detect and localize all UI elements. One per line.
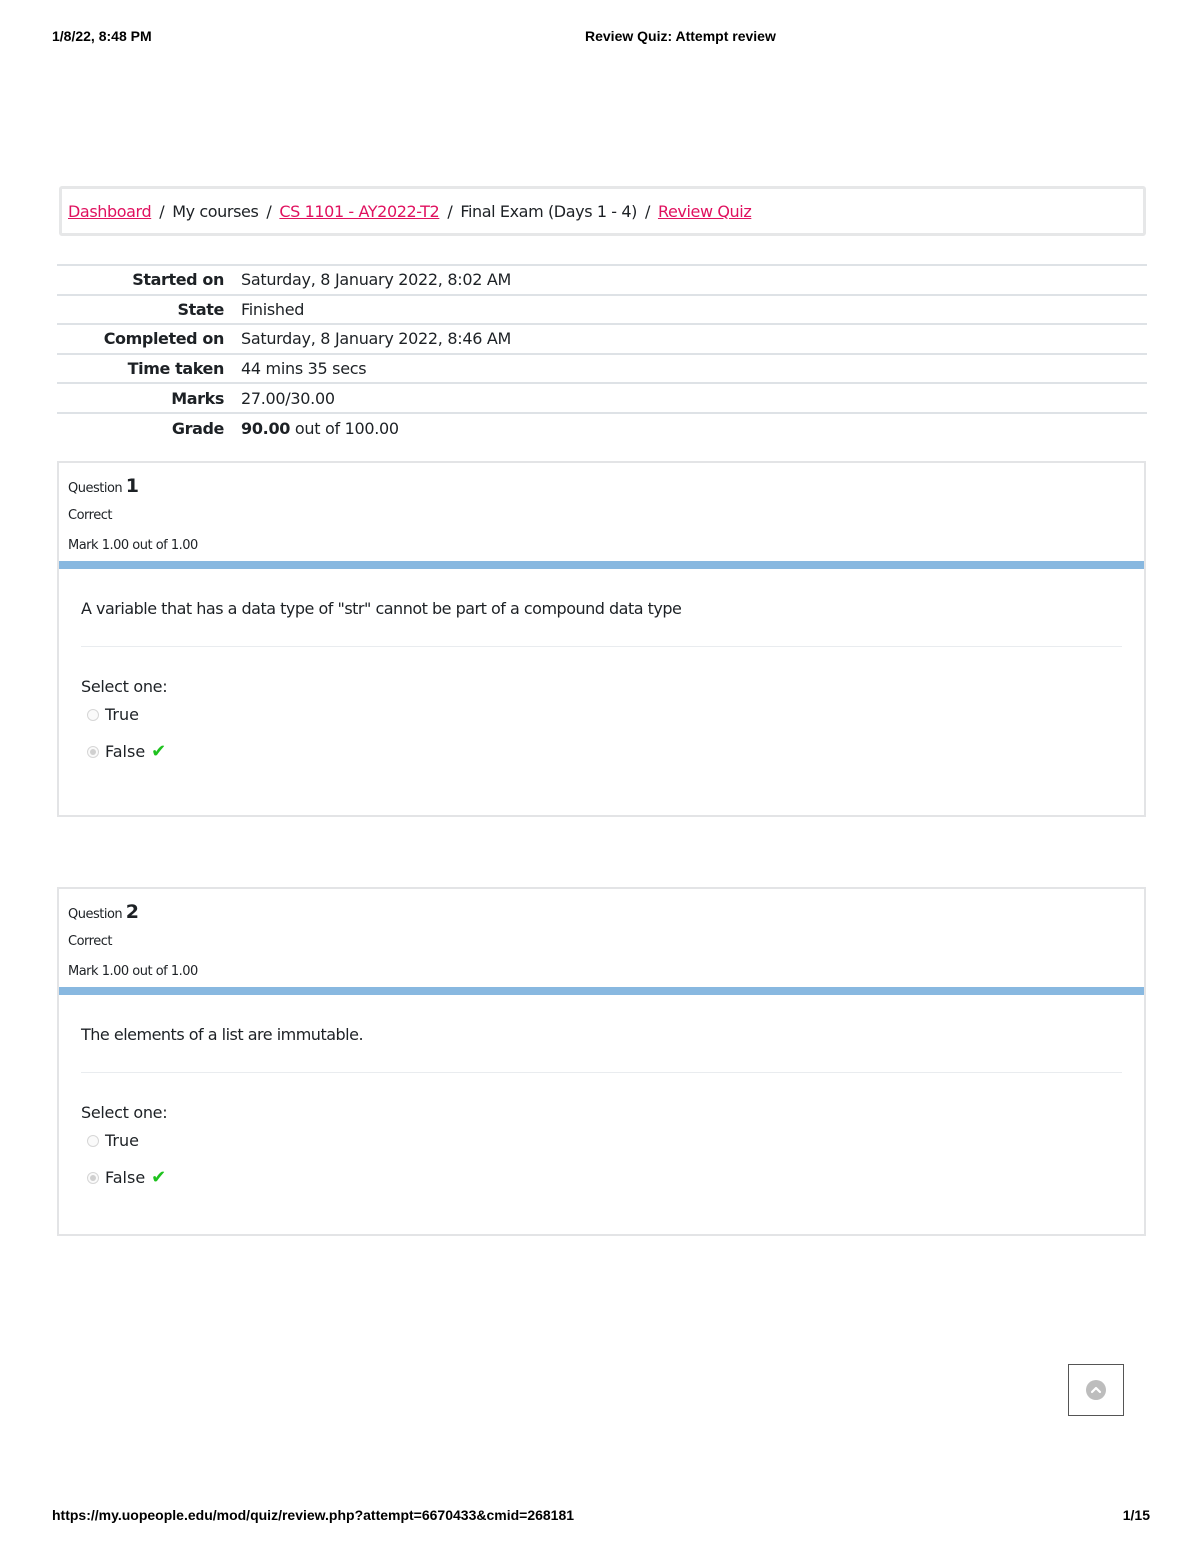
question-state: Correct bbox=[68, 508, 112, 523]
grade-value: 90.00 bbox=[241, 418, 291, 438]
radio-button[interactable] bbox=[87, 1135, 99, 1147]
question-content bbox=[59, 569, 1144, 792]
question-state: Correct bbox=[68, 934, 112, 949]
question-divider-bar bbox=[59, 561, 1144, 569]
print-url: https://my.uopeople.edu/mod/quiz/review.php?attempt=6670433&cmid=268181 bbox=[52, 1507, 575, 1523]
question-text: A variable that has a data type of "str" cannot be part of a compound data type bbox=[81, 599, 1122, 647]
summary-row-grade bbox=[57, 413, 1147, 443]
attempt-summary-table bbox=[57, 264, 1147, 443]
summary-value: 44 mins 35 secs bbox=[241, 359, 367, 379]
summary-value: Saturday, 8 January 2022, 8:46 AM bbox=[241, 329, 512, 349]
radio-button-selected[interactable] bbox=[87, 746, 99, 758]
breadcrumb-separator: / bbox=[447, 201, 453, 221]
print-timestamp: 1/8/22, 8:48 PM bbox=[52, 28, 152, 44]
chevron-up-icon bbox=[1086, 1380, 1106, 1400]
question-prompt: Select one: bbox=[81, 1103, 168, 1122]
summary-label: Started on bbox=[132, 270, 224, 290]
question-label: Question bbox=[68, 481, 123, 496]
summary-label: Time taken bbox=[127, 359, 224, 379]
question-text: The elements of a list are immutable. bbox=[81, 1025, 1122, 1073]
summary-label: Completed on bbox=[103, 329, 224, 349]
summary-value: Finished bbox=[241, 299, 305, 319]
question-number-value: 1 bbox=[125, 475, 140, 497]
summary-row-completed bbox=[57, 324, 1147, 354]
summary-row-marks bbox=[57, 383, 1147, 413]
answer-option-true[interactable] bbox=[87, 1122, 1122, 1159]
back-to-top-button[interactable] bbox=[1068, 1364, 1124, 1416]
print-page-number: 1/15 bbox=[1122, 1507, 1150, 1523]
answer-label: True bbox=[105, 1131, 139, 1150]
answer-label: False bbox=[105, 742, 146, 761]
question-grade: Mark 1.00 out of 1.00 bbox=[68, 964, 198, 979]
question-info bbox=[59, 463, 1144, 561]
question-divider-bar bbox=[59, 987, 1144, 995]
grade-suffix: out of 100.00 bbox=[294, 418, 399, 438]
breadcrumb bbox=[59, 186, 1146, 236]
answer-option-true[interactable] bbox=[87, 696, 1122, 733]
answer-option-false[interactable] bbox=[87, 733, 1122, 770]
summary-label: Marks bbox=[171, 388, 224, 408]
summary-label: State bbox=[177, 299, 224, 319]
summary-row-started bbox=[57, 265, 1147, 295]
breadcrumb-separator: / bbox=[159, 201, 165, 221]
breadcrumb-dashboard-link[interactable]: Dashboard bbox=[68, 201, 152, 221]
question-number-value: 2 bbox=[125, 901, 140, 923]
correct-check-icon: ✔ bbox=[151, 1167, 167, 1188]
breadcrumb-quiz-link[interactable]: Review Quiz bbox=[657, 201, 752, 221]
question-grade: Mark 1.00 out of 1.00 bbox=[68, 538, 198, 553]
correct-check-icon: ✔ bbox=[151, 741, 167, 762]
breadcrumb-course-link[interactable]: CS 1101 - AY2022-T2 bbox=[279, 201, 440, 221]
question-number bbox=[68, 471, 1136, 501]
answer-label: True bbox=[105, 705, 139, 724]
question-number bbox=[68, 897, 1136, 927]
answer-label: False bbox=[105, 1168, 146, 1187]
breadcrumb-section: Final Exam (Days 1 - 4) bbox=[460, 201, 637, 221]
question-card bbox=[57, 461, 1146, 817]
breadcrumb-my-courses: My courses bbox=[172, 201, 259, 221]
summary-row-state bbox=[57, 295, 1147, 325]
summary-value: Saturday, 8 January 2022, 8:02 AM bbox=[241, 270, 512, 290]
question-label: Question bbox=[68, 907, 123, 922]
breadcrumb-separator: / bbox=[266, 201, 272, 221]
radio-button[interactable] bbox=[87, 709, 99, 721]
question-card bbox=[57, 887, 1146, 1236]
summary-value: 27.00/30.00 bbox=[241, 388, 335, 408]
print-header bbox=[52, 28, 1152, 48]
answer-option-false[interactable] bbox=[87, 1159, 1122, 1196]
summary-value bbox=[241, 413, 1147, 443]
print-footer bbox=[52, 1507, 1150, 1527]
summary-row-time-taken bbox=[57, 354, 1147, 384]
print-page-title: Review Quiz: Attempt review bbox=[585, 28, 776, 44]
question-prompt: Select one: bbox=[81, 677, 168, 696]
breadcrumb-separator: / bbox=[644, 201, 650, 221]
question-info bbox=[59, 889, 1144, 987]
radio-button-selected[interactable] bbox=[87, 1172, 99, 1184]
summary-label: Grade bbox=[171, 418, 224, 438]
question-content bbox=[59, 995, 1144, 1218]
